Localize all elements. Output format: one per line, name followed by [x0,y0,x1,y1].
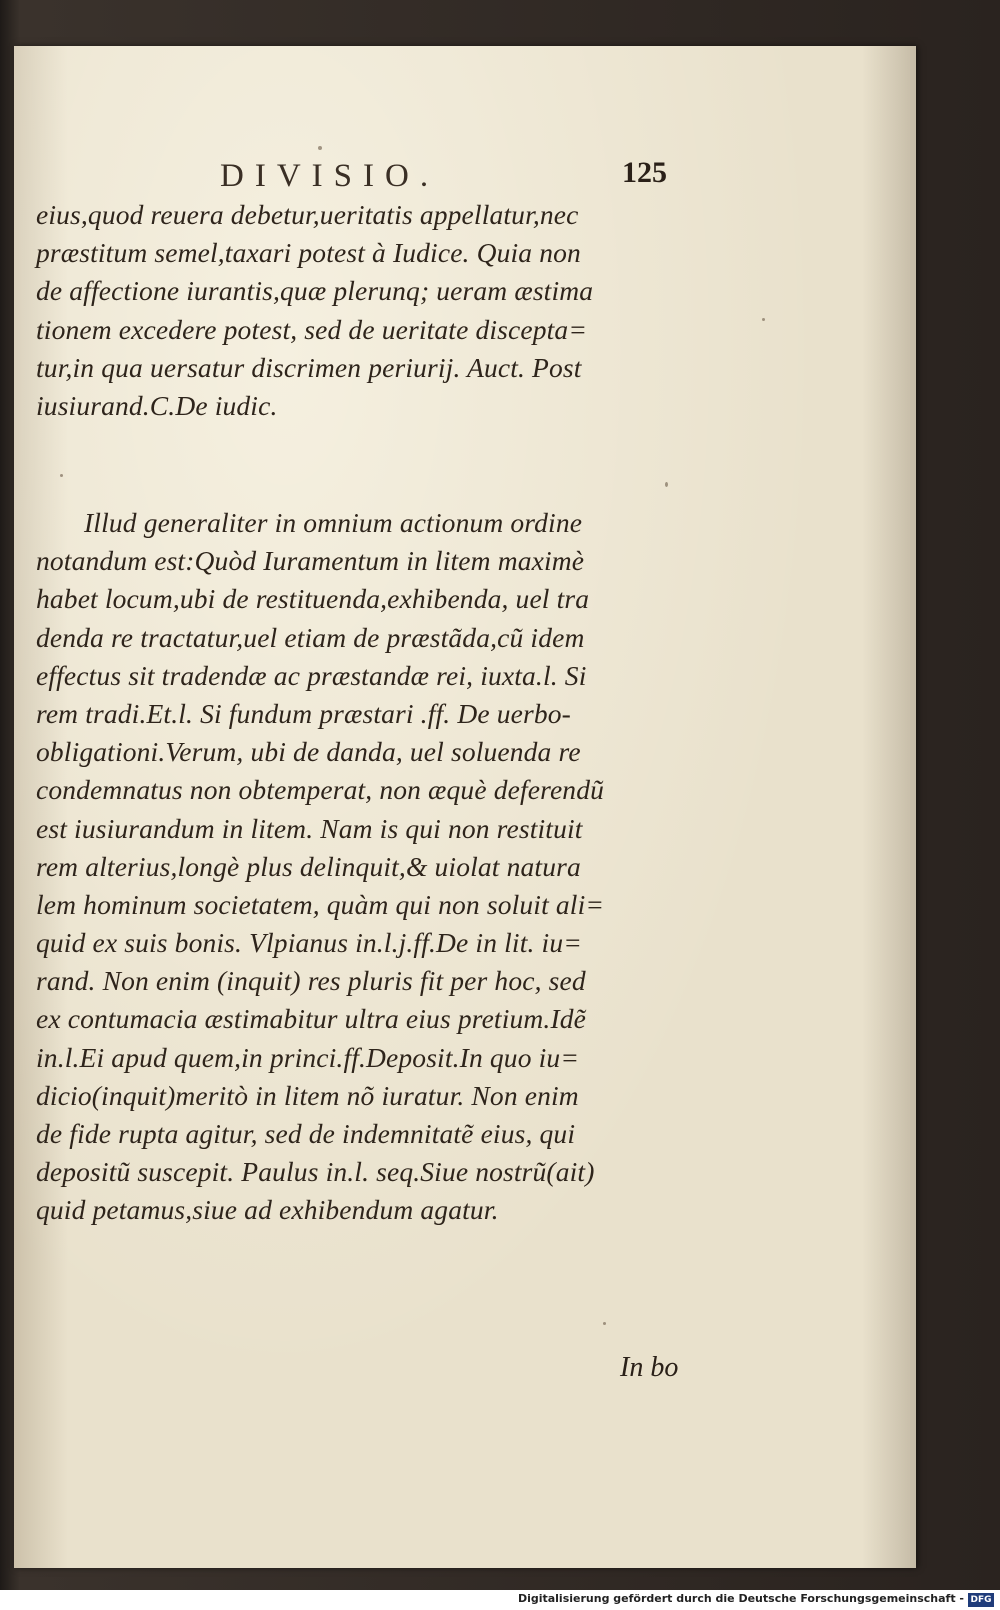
text-line: Illud generaliter in omnium actionum ordine [84,507,583,538]
paper-speck [665,482,668,487]
text-line: in.l.Ei apud quem,in princi.ff.Deposit.In quo iu= [36,1041,580,1073]
page-number: 125 [622,156,667,189]
text-line: iusiurand.C.De iudic. [36,389,278,421]
paragraph-1 [36,196,692,425]
paper-speck [762,318,765,321]
dfg-logo-icon: DFG [968,1593,994,1607]
text-line: quid ex suis bonis. Vlpianus in.l.j.ff.De in lit. iu= [36,927,582,959]
catchword: In bo [620,1352,679,1383]
text-line: est iusiurandum in litem. Nam is qui non restituit [36,812,583,844]
text-line: notandum est:Quòd Iuramentum in litem maximè [36,545,585,577]
digitization-footer [0,1590,1000,1610]
text-line: effectus sit tradendæ ac præstandæ rei, iuxta.l. Si [36,659,587,691]
text-line: de affectione iurantis,quæ plerunq; ueram æstima [36,275,594,307]
paper-speck [60,474,63,477]
paper-speck [318,146,322,150]
text-line: tur,in qua uersatur discrimen periurij. Auct. Post [36,351,582,383]
text-line: denda re tractatur,uel etiam de præstãda,cũ idem [36,621,585,653]
running-title: DIVISIO. [220,158,440,194]
text-line: rand. Non enim (inquit) res pluris fit per hoc, sed [36,965,586,997]
funding-credit: Digitalisierung gefördert durch die Deutsche Forschungsgemeinschaft - [517,1592,964,1605]
text-line: præstitum semel,taxari potest à Iudice. Quia non [36,237,581,269]
text-line: habet locum,ubi de restituenda,exhibenda, uel tra [36,583,590,615]
text-line: eius,quod reuera debetur,ueritatis appellatur,nec [36,199,579,230]
text-line: condemnatus non obtemperat, non æquè deferendũ [36,774,605,806]
text-line: de fide rupta agitur, sed de indemnitatẽ eius, qui [36,1118,576,1149]
text-line: rem tradi.Et.l. Si fundum præstari .ff. De uerbo- [36,697,571,729]
text-line: quid petamus,siue ad exhibendum agatur. [36,1194,499,1226]
text-line: lem hominum societatem, quàm qui non soluit ali= [36,888,605,920]
text-line: obligationi.Verum, ubi de danda, uel soluenda re [36,736,581,768]
text-line: rem alterius,longè plus delinquit,& uiolat natura [36,850,581,882]
text-line: dicio(inquit)meritò in litem nõ iuratur. Non enim [36,1079,579,1111]
text-line: depositũ suscepit. Paulus in.l. seq.Siue nostrũ(ait) [36,1156,595,1188]
paragraph-2 [36,504,692,1230]
text-line: tionem excedere potest, sed de ueritate discepta= [36,313,588,345]
paper-speck [603,1322,606,1325]
text-line: ex contumacia æstimabitur ultra eius pretium.Idẽ [36,1003,587,1035]
